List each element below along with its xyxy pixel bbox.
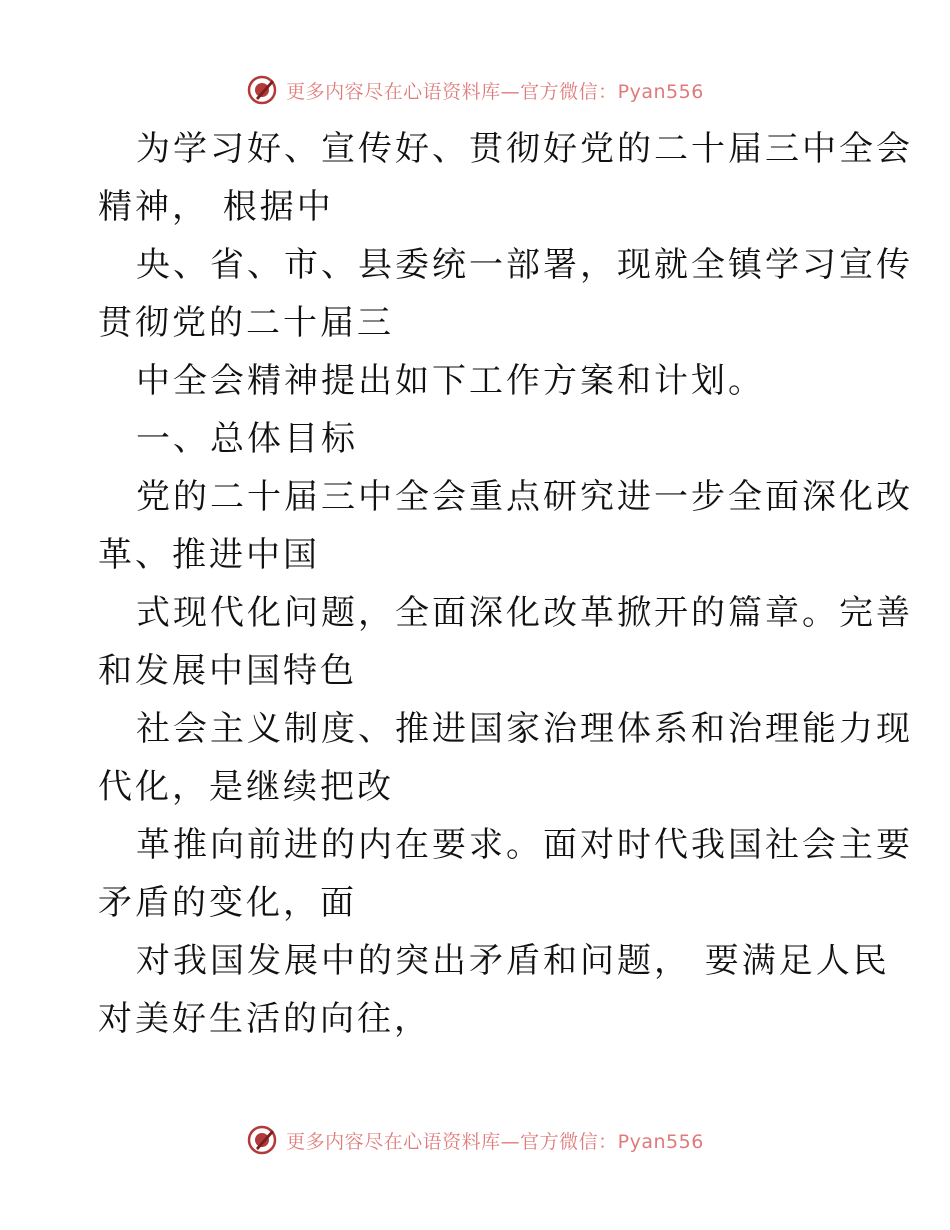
footer-watermark [0, 1120, 950, 1160]
watermark-text: 更多内容尽在心语资料库—官方微信：Pyan556 [286, 80, 704, 103]
body-line-1: 为学习好、宣传好、贯彻好党的二十届三中全会 [136, 129, 913, 169]
watermark-text: 更多内容尽在心语资料库—官方微信：Pyan556 [286, 1130, 704, 1153]
body-line-16: 对美好生活的向往， [98, 999, 431, 1039]
body-line-13: 革推向前进的内在要求。面对时代我国社会主要 [136, 825, 913, 865]
body-line-15: 对我国发展中的突出矛盾和问题， 要满足人民 [136, 941, 890, 981]
body-line-9: 式现代化问题，全面深化改革掀开的篇章。完善 [136, 593, 913, 633]
pen-circle-logo-icon [246, 1124, 278, 1156]
body-line-3: 央、省、市、县委统一部署，现就全镇学习宣传 [136, 245, 913, 285]
body-line-11: 社会主义制度、推进国家治理体系和治理能力现 [136, 709, 913, 749]
section-heading: 一、总体目标 [136, 419, 358, 459]
body-line-12: 代化，是继续把改 [98, 767, 394, 807]
body-line-7: 党的二十届三中全会重点研究进一步全面深化改 [136, 477, 913, 517]
header-watermark [0, 70, 950, 110]
body-line-4: 贯彻党的二十届三 [98, 303, 394, 343]
body-line-14: 矛盾的变化，面 [98, 883, 357, 923]
body-line-5: 中全会精神提出如下工作方案和计划。 [136, 361, 765, 401]
body-line-2: 精神， 根据中 [98, 187, 334, 227]
body-line-8: 革、推进中国 [98, 535, 320, 575]
document-body [98, 120, 913, 1048]
body-line-10: 和发展中国特色 [98, 651, 357, 691]
pen-circle-logo-icon [246, 74, 278, 106]
